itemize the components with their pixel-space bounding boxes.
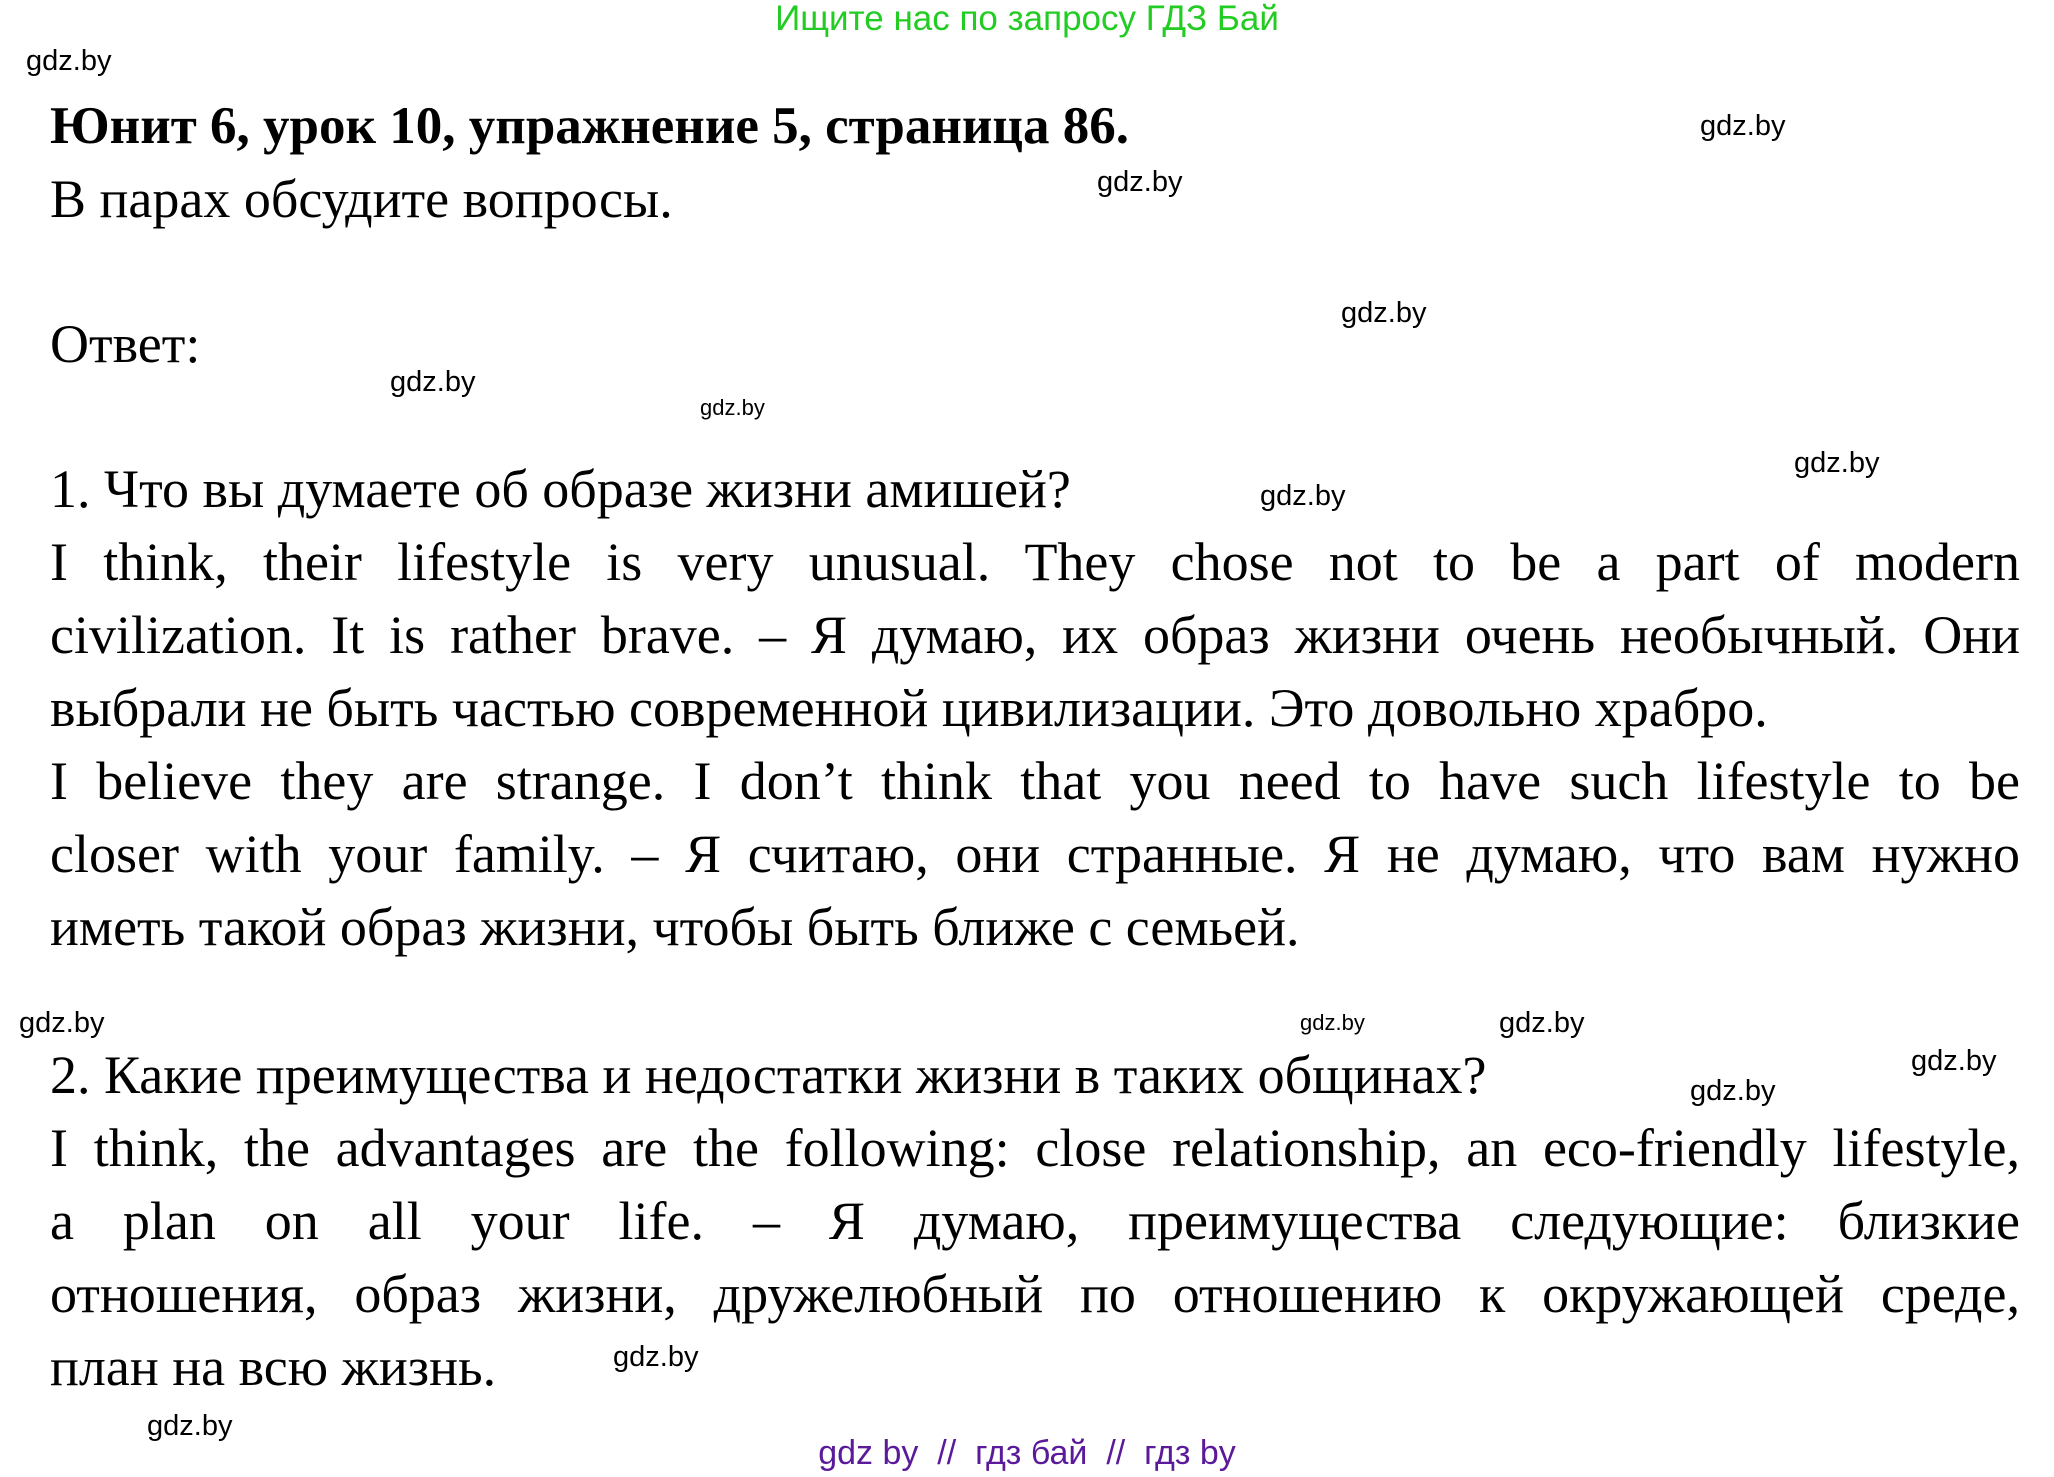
answer-line: I think, their lifestyle is very unusual. They chose not to be a part of modern <box>50 532 2020 592</box>
footer-links: gdz by // гдз бай // гдз by <box>818 1434 1236 1472</box>
answer-line: civilization. It is rather brave. – Я думаю, их образ жизни очень необычный. Они <box>50 605 2020 665</box>
answer-line: иметь такой образ жизни, чтобы быть ближе с семьей. <box>50 897 1300 957</box>
watermark: gdz.by <box>390 366 476 398</box>
question-1: 1. Что вы думаете об образе жизни амишей? <box>50 459 1071 519</box>
watermark: gdz.by <box>1911 1045 1997 1077</box>
watermark: gdz.by <box>1690 1075 1776 1107</box>
watermark: gdz.by <box>147 1410 233 1442</box>
answer-line: план на всю жизнь. <box>50 1337 497 1397</box>
answer-line: отношения, образ жизни, дружелюбный по отношению к окружающей среде, <box>50 1264 2020 1324</box>
answer-line: I think, the advantages are the following: close relationship, an eco-friendly lifestyle, <box>50 1118 2020 1178</box>
answer-label: Ответ: <box>50 314 201 374</box>
answer-line: closer with your family. – Я считаю, они странные. Я не думаю, что вам нужно <box>50 824 2020 884</box>
watermark: gdz.by <box>700 395 765 420</box>
question-2: 2. Какие преимущества и недостатки жизни в таких общинах? <box>50 1045 1487 1105</box>
watermark: gdz.by <box>1794 447 1880 479</box>
answer-line: выбрали не быть частью современной цивилизации. Это довольно храбро. <box>50 678 1768 738</box>
instruction: В парах обсудите вопросы. <box>50 169 673 229</box>
answer-line: a plan on all your life. – Я думаю, преимущества следующие: близкие <box>50 1191 2020 1251</box>
watermark: gdz.by <box>26 45 112 77</box>
page-title: Юнит 6, урок 10, упражнение 5, страница 86. <box>50 97 1129 155</box>
watermark: gdz.by <box>1341 297 1427 329</box>
answer-line: I believe they are strange. I don’t think that you need to have such lifestyle to be <box>50 751 2020 811</box>
answer-2 <box>50 1112 2020 1404</box>
watermark: gdz.by <box>1300 1010 1365 1035</box>
watermark: gdz.by <box>1499 1007 1585 1039</box>
answer-1 <box>50 526 2020 964</box>
search-banner: Ищите нас по запросу ГДЗ Бай <box>775 0 1279 38</box>
watermark: gdz.by <box>1097 166 1183 198</box>
watermark: gdz.by <box>1700 110 1786 142</box>
watermark: gdz.by <box>613 1341 699 1373</box>
watermark: gdz.by <box>1260 480 1346 512</box>
watermark: gdz.by <box>19 1007 105 1039</box>
